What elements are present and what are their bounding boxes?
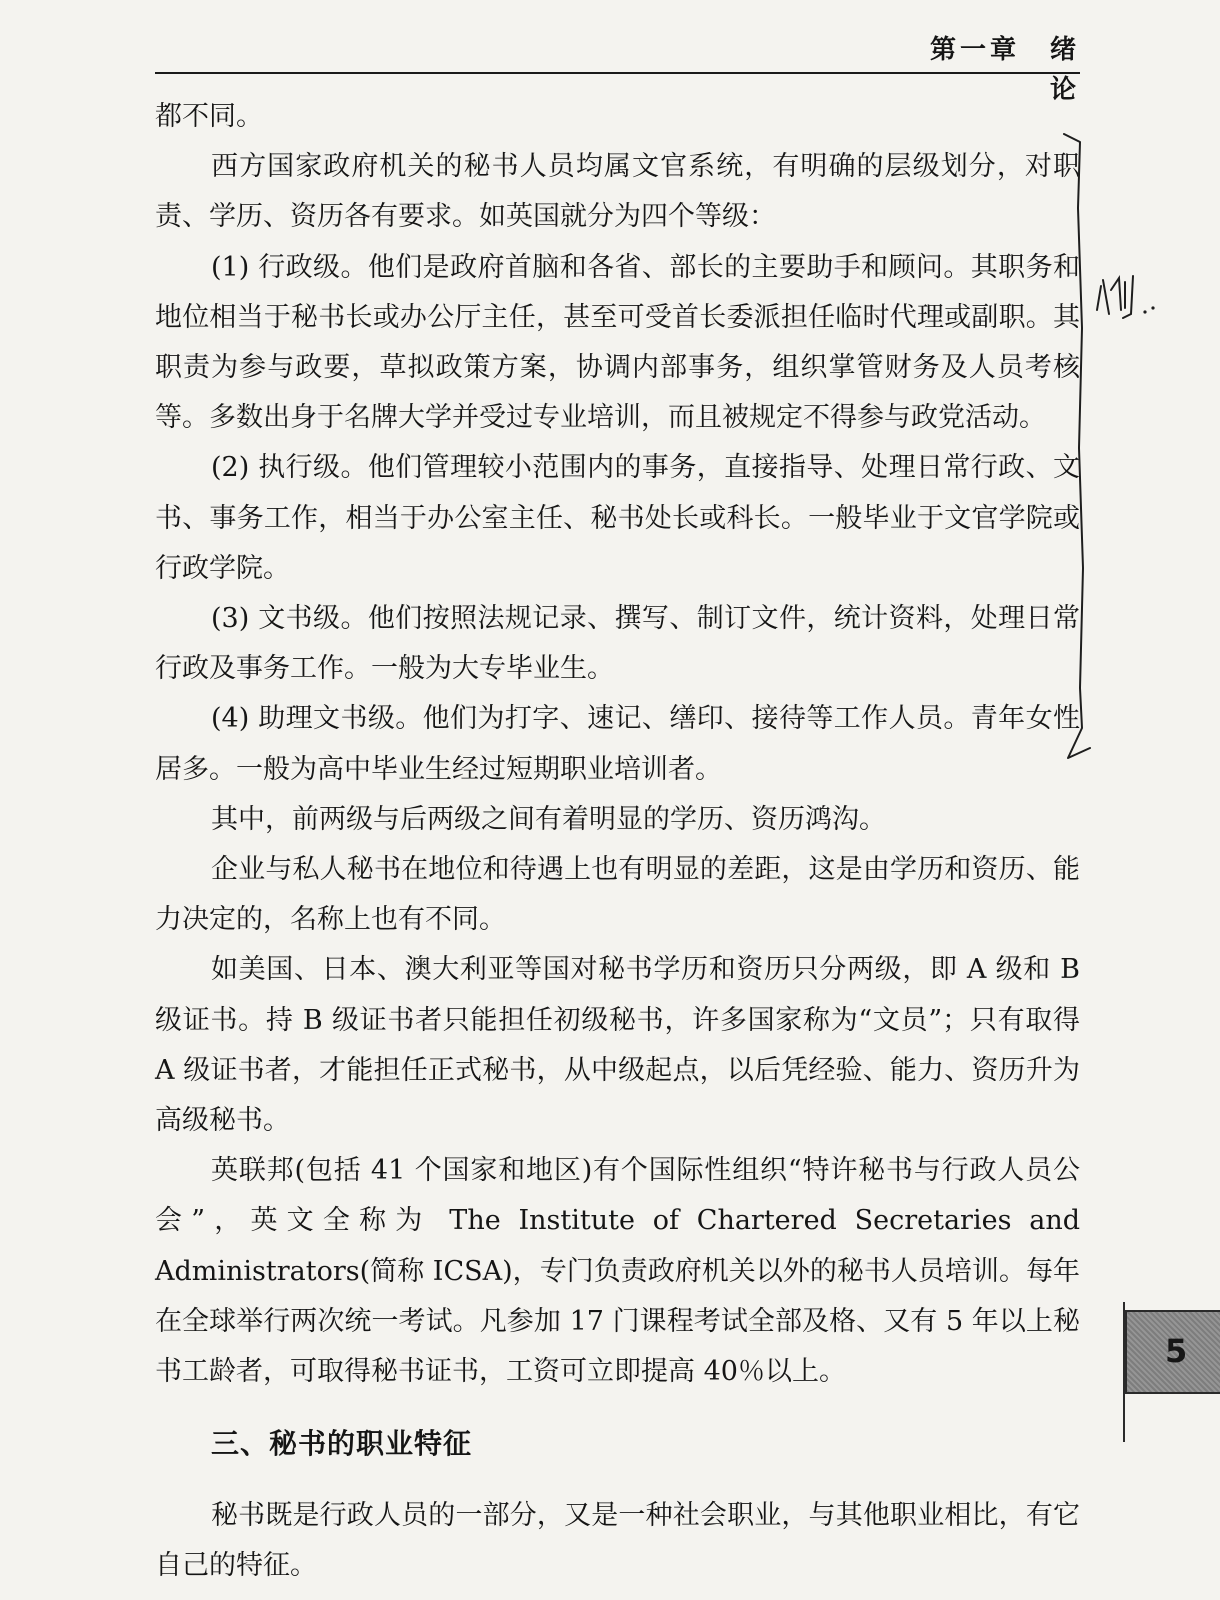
paragraph: (4) 助理文书级。他们为打字、速记、缮印、接待等工作人员。青年女性居多。一般为高中毕业生经过短期职业培训者。 (155, 703, 1080, 785)
paragraph: 英联邦(包括 41 个国家和地区)有个国际性组织“特许秘书与行政人员公会”，英文全称为 The Institute of Chartered Secretaries and Administrators(简称 ICSA)，专门负责政府机关以外的秘书人员培训。每年在全球举行两次统一考试。凡参加 17 门课程考试全部及格、又有 5 年以上秘书工龄者，可取得秘书证书，工资可立即提高 40％以上。 (155, 1155, 1080, 1388)
paragraph: 企业与私人秘书在地位和待遇上也有明显的差距，这是由学历和资历、能力决定的，名称上也有不同。 (155, 854, 1080, 936)
body-text (155, 92, 1080, 1592)
section-heading: 三、秘书的职业特征 (211, 1427, 473, 1461)
handwritten-bracket-mark (1060, 128, 1100, 768)
paragraph: (1) 行政级。他们是政府首脑和各省、部长的主要助手和顾问。其职务和地位相当于秘书长或办公厅主任，甚至可受首长委派担任临时代理或副职。其职责为参与政要，草拟政策方案，协调内部事务，组织掌管财务及人员考核等。多数出身于名牌大学并受过专业培训，而且被规定不得参与政党活动。 (155, 251, 1080, 434)
paragraph: 其中，前两级与后两级之间有着明显的学历、资历鸿沟。 (211, 803, 886, 835)
page-number: 5 (1165, 1332, 1188, 1370)
paragraph: 都不同。 (155, 101, 263, 132)
handwritten-margin-note (1095, 270, 1165, 330)
running-head: 第一章 绪 论 (929, 35, 1111, 105)
paragraph: (3) 文书级。他们按照法规记录、撰写、制订文件，统计资料，处理日常行政及事务工作。一般为大专毕业生。 (155, 603, 1080, 685)
paragraph: 西方国家政府机关的秘书人员均属文官系统，有明确的层级划分，对职责、学历、资历各有要求。如英国就分为四个等级： (155, 151, 1080, 233)
paragraph: 如美国、日本、澳大利亚等国对秘书学历和资历只分两级，即 A 级和 B 级证书。持 B 级证书者只能担任初级秘书，许多国家称为“文员”；只有取得 A 级证书者，才能担任正式秘书，从中级起点，以后凭经验、能力、资历升为高级秘书。 (155, 954, 1080, 1137)
page-number-tab (1125, 1310, 1220, 1394)
paragraph: (2) 执行级。他们管理较小范围内的事务，直接指导、处理日常行政、文书、事务工作，相当于办公室主任、秘书处长或科长。一般毕业于文官学院或行政学院。 (155, 452, 1080, 584)
header-rule (155, 72, 1080, 74)
paragraph: 秘书既是行政人员的一部分，又是一种社会职业，与其他职业相比，有它自己的特征。 (155, 1500, 1080, 1582)
